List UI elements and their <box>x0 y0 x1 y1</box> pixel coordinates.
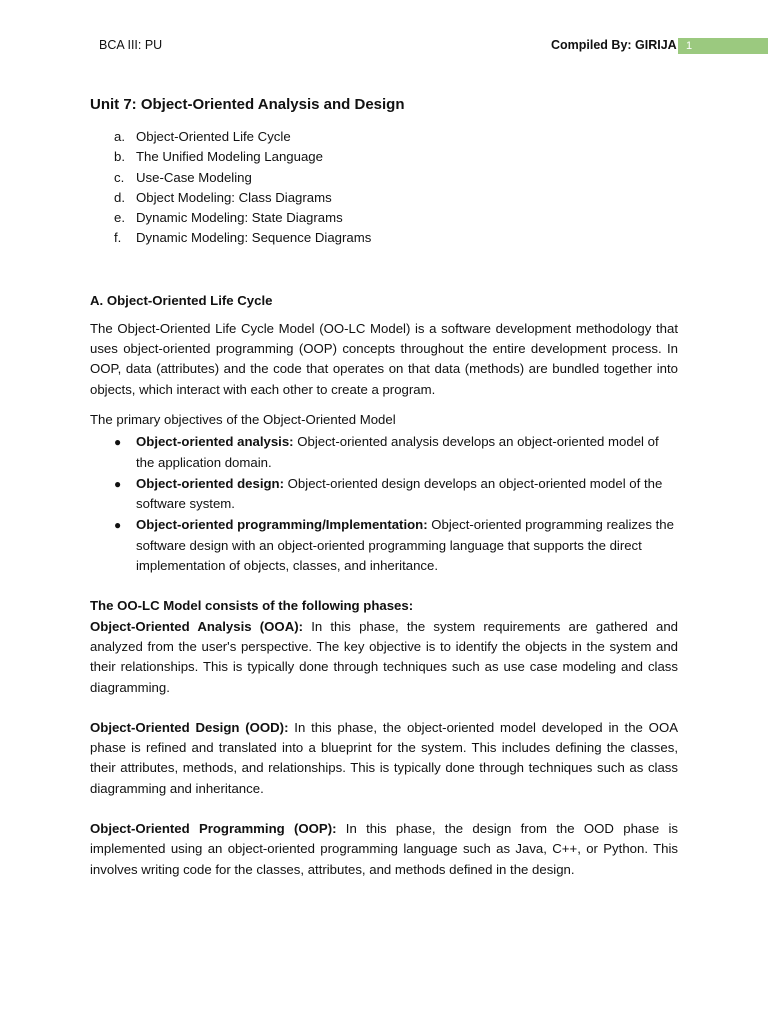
objective-label: Object-oriented analysis: <box>136 434 294 450</box>
objective-item <box>90 474 678 515</box>
page-number-box <box>678 38 768 54</box>
toc-item <box>90 147 678 167</box>
objective-label: Object-oriented design: <box>136 475 285 491</box>
toc-item <box>90 168 678 188</box>
objective-label: Object-oriented programming/Implementation: <box>136 517 428 533</box>
page-number: 1 <box>686 40 693 52</box>
objective-text: Object-oriented programming realizes the software design with an object-oriented programming language that supports the direct implementation of objects, classes, and inheritance. <box>136 517 674 574</box>
toc-item-text: Dynamic Modeling: State Diagrams <box>136 210 343 226</box>
objectives-list <box>90 432 678 576</box>
bullet-icon: ● <box>114 435 122 450</box>
toc-item-text: Object-Oriented Life Cycle <box>136 129 291 144</box>
bullet-icon: ● <box>114 476 122 491</box>
toc-item-letter: b. <box>114 149 125 165</box>
section-a-intro: The Object-Oriented Life Cycle Model (OO-LC Model) is a software development methodology that uses object-oriented programming (OOP) concepts throughout the entire development process. In OOP, data (attributes) and the code that operates on that data (methods) are bundled together into objects, which interact with each other to create a program. <box>90 320 678 397</box>
section-a-title: A. Object-Oriented Life Cycle <box>90 292 273 308</box>
phase-text: In this phase, the object-oriented model developed in the OOA phase is refined and translated into a blueprint for the system. This includes defining the classes, their attributes, methods, and relationships. This is typically done through techniques such as class diagramming and inheritance. <box>90 719 678 796</box>
unit-title: Unit 7: Object-Oriented Analysis and Design <box>90 96 405 113</box>
toc-item-letter: f. <box>114 230 122 246</box>
header-compiled-by: Compiled By: GIRIJA <box>551 38 677 52</box>
toc-item-text: Object Modeling: Class Diagrams <box>136 189 332 205</box>
phase-paragraph-ooa <box>90 617 678 698</box>
phase-paragraph-ood <box>90 718 678 799</box>
toc-item-letter: a. <box>114 129 125 144</box>
phases-heading <box>90 596 678 616</box>
objective-text: Object-oriented analysis develops an object-oriented model of the application domain. <box>136 434 659 470</box>
objective-item <box>90 515 678 576</box>
toc-item <box>90 228 678 248</box>
table-of-contents <box>90 127 678 249</box>
objectives-lead: The primary objectives of the Object-Oriented Model <box>90 411 396 427</box>
toc-item <box>90 188 678 208</box>
phase-label: Object-Oriented Programming (OOP): <box>90 821 337 837</box>
toc-item-letter: d. <box>114 189 125 205</box>
toc-item-letter: e. <box>114 210 125 226</box>
phase-label: Object-Oriented Analysis (OOA): <box>90 618 303 634</box>
toc-item-letter: c. <box>114 169 125 185</box>
objective-text: Object-oriented design develops an object-oriented model of the software system. <box>136 475 663 512</box>
toc-item-text: Dynamic Modeling: Sequence Diagrams <box>136 230 372 246</box>
phase-text: In this phase, the system requirements are gathered and analyzed from the user's perspective. The key objective is to identify the objects in the system and their relationships. This is typically done through techniques such as use case modeling and class diagramming. <box>90 618 678 695</box>
toc-item <box>90 208 678 228</box>
phase-paragraph-oop <box>90 819 678 880</box>
objective-item <box>90 432 678 473</box>
phase-text: In this phase, the design from the OOD phase is implemented using an object-oriented programming language such as Java, C++, or Python. This involves writing code for the classes, attributes, and methods defined in the design. <box>90 821 678 877</box>
bullet-icon: ● <box>114 518 122 533</box>
toc-item-text: The Unified Modeling Language <box>136 149 323 165</box>
header-course-label: BCA III: PU <box>99 38 163 52</box>
document-body <box>90 96 678 880</box>
phase-label: Object-Oriented Design (OOD): <box>90 719 289 735</box>
toc-item-text: Use-Case Modeling <box>136 169 252 185</box>
toc-item <box>90 127 678 147</box>
phases-heading-text: The OO-LC Model consists of the following phases: <box>90 598 414 614</box>
